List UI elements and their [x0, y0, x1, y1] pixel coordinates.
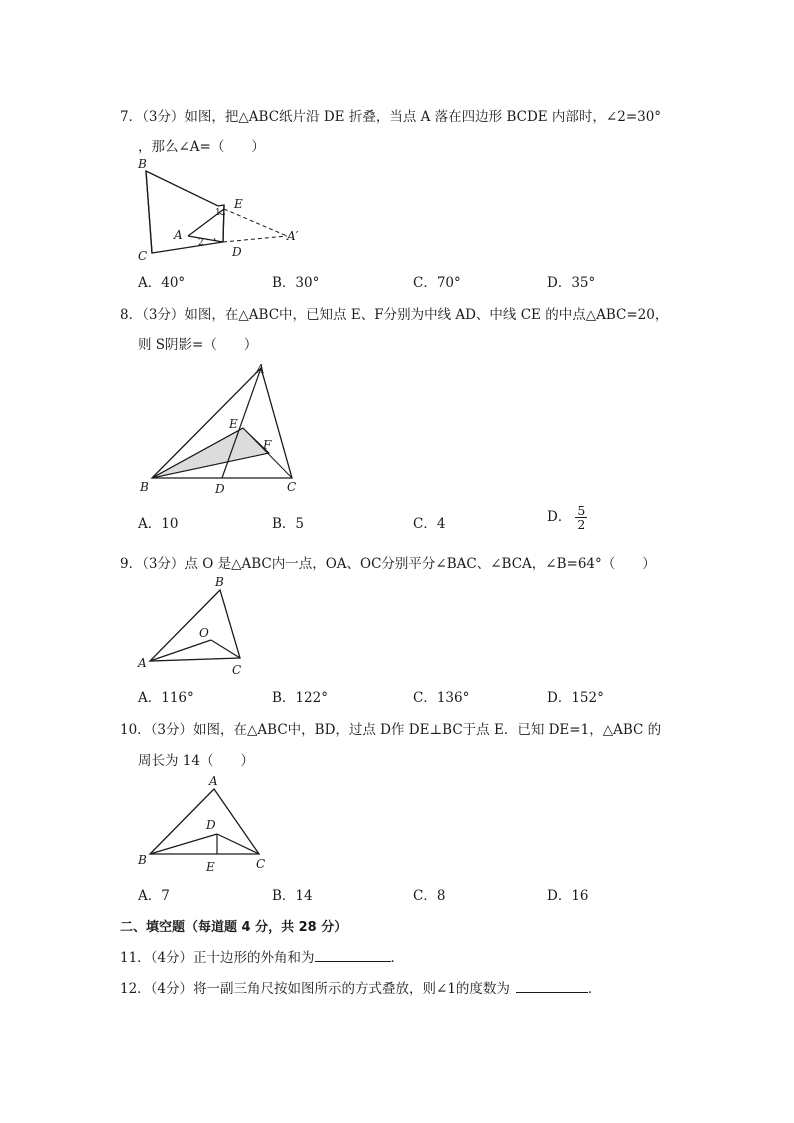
q7-label-d: D	[232, 245, 242, 259]
q8-label-b: B	[140, 480, 149, 494]
q9-label-c: C	[232, 663, 242, 677]
q9-option-d[interactable]: D．152°	[547, 690, 604, 706]
q10-stem-cont: 周长为 14（ ）	[138, 753, 254, 769]
q10-stem: 10．（3分）如图，在△ABC中，BD，过点 D作 DE⊥BC于点 E．已知 DE=1，△ABC 的	[120, 722, 662, 738]
q10-label-d: D	[206, 818, 216, 832]
q7-option-a[interactable]: A．40°	[138, 275, 186, 291]
q11-end: ．	[390, 950, 405, 966]
fraction-numerator: 5	[577, 503, 586, 518]
q9-label-o: O	[199, 626, 209, 640]
q8-options	[138, 503, 698, 534]
q7-option-c[interactable]: C．70°	[413, 275, 461, 291]
q8-option-d-prefix: D．	[547, 509, 572, 526]
q7-label-e: E	[234, 197, 243, 211]
q9-option-a[interactable]: A．116°	[138, 690, 194, 706]
q8-option-a[interactable]: A．10	[138, 516, 179, 532]
q9-stem: 9．（3分）点 O 是△ABC内一点，OA、OC分别平分∠BAC、∠BCA，∠B=64°（ ）	[120, 556, 656, 572]
fraction-denominator: 2	[577, 517, 586, 533]
q7-option-d[interactable]: D．35°	[547, 275, 596, 291]
q7-label-b: B	[138, 157, 147, 171]
q8-label-d: D	[215, 482, 225, 496]
q7-figure	[130, 152, 310, 264]
q10-options	[138, 884, 698, 906]
q9-option-b[interactable]: B．122°	[272, 690, 328, 706]
q12-stem: 12．（4分）将一副三角尺按如图所示的方式叠放，则∠1的度数为	[120, 981, 510, 997]
q7-label-a: A	[174, 228, 183, 242]
q7-options	[138, 271, 698, 293]
q7-label-c: C	[138, 249, 148, 263]
q8-label-c: C	[287, 480, 297, 494]
q8-label-f: F	[263, 438, 272, 452]
q10-option-d[interactable]: D．16	[547, 888, 589, 904]
q7-label-2: 2	[198, 238, 204, 248]
q9-options	[138, 686, 698, 708]
q12-answer-blank[interactable]	[516, 979, 588, 993]
q10-label-e: E	[206, 860, 215, 874]
q8-stem: 8．（3分）如图，在△ABC中，已知点 E、F分别为中线 AD、中线 CE 的中点△ABC=20，	[120, 307, 669, 323]
q11	[120, 946, 404, 966]
q11-answer-blank[interactable]	[315, 948, 391, 962]
q10-figure	[135, 772, 275, 880]
q10-option-a[interactable]: A．7	[138, 888, 170, 904]
q12-end: ．	[587, 981, 602, 997]
q7-stem-cont: ，那么∠A=（ ）	[138, 139, 265, 155]
q11-stem: 11．（4分）正十边形的外角和为	[120, 950, 315, 966]
section-2-heading: 二、填空题（每道题 4 分，共 28 分）	[120, 920, 348, 935]
q12	[120, 977, 601, 997]
q8-stem-cont: 则 S阴影=（ ）	[138, 337, 258, 353]
q10-option-c[interactable]: C．8	[413, 888, 446, 904]
q10-label-c: C	[256, 857, 266, 871]
q7-label-a-prime: A′	[287, 229, 299, 243]
q7-option-b[interactable]: B．30°	[272, 275, 320, 291]
q9-figure	[135, 575, 255, 680]
q8-option-d-fraction	[575, 504, 587, 531]
q8-label-a: A	[256, 362, 265, 376]
q7-label-1: 1	[215, 208, 221, 218]
q9-label-b: B	[215, 575, 224, 589]
q8-option-c[interactable]: C．4	[413, 516, 446, 532]
q9-label-a: A	[138, 656, 147, 670]
q8-label-e: E	[229, 417, 238, 431]
q10-label-a: A	[209, 774, 218, 788]
q9-option-c[interactable]: C．136°	[413, 690, 470, 706]
q8-figure	[135, 358, 315, 498]
q8-option-d[interactable]	[547, 504, 587, 531]
q7-stem: 7．（3分）如图，把△ABC纸片沿 DE 折叠，当点 A 落在四边形 BCDE 内部时，∠2=30°	[120, 109, 662, 125]
q10-label-b: B	[138, 853, 147, 867]
q8-option-b[interactable]: B．5	[272, 516, 305, 532]
q10-option-b[interactable]: B．14	[272, 888, 313, 904]
